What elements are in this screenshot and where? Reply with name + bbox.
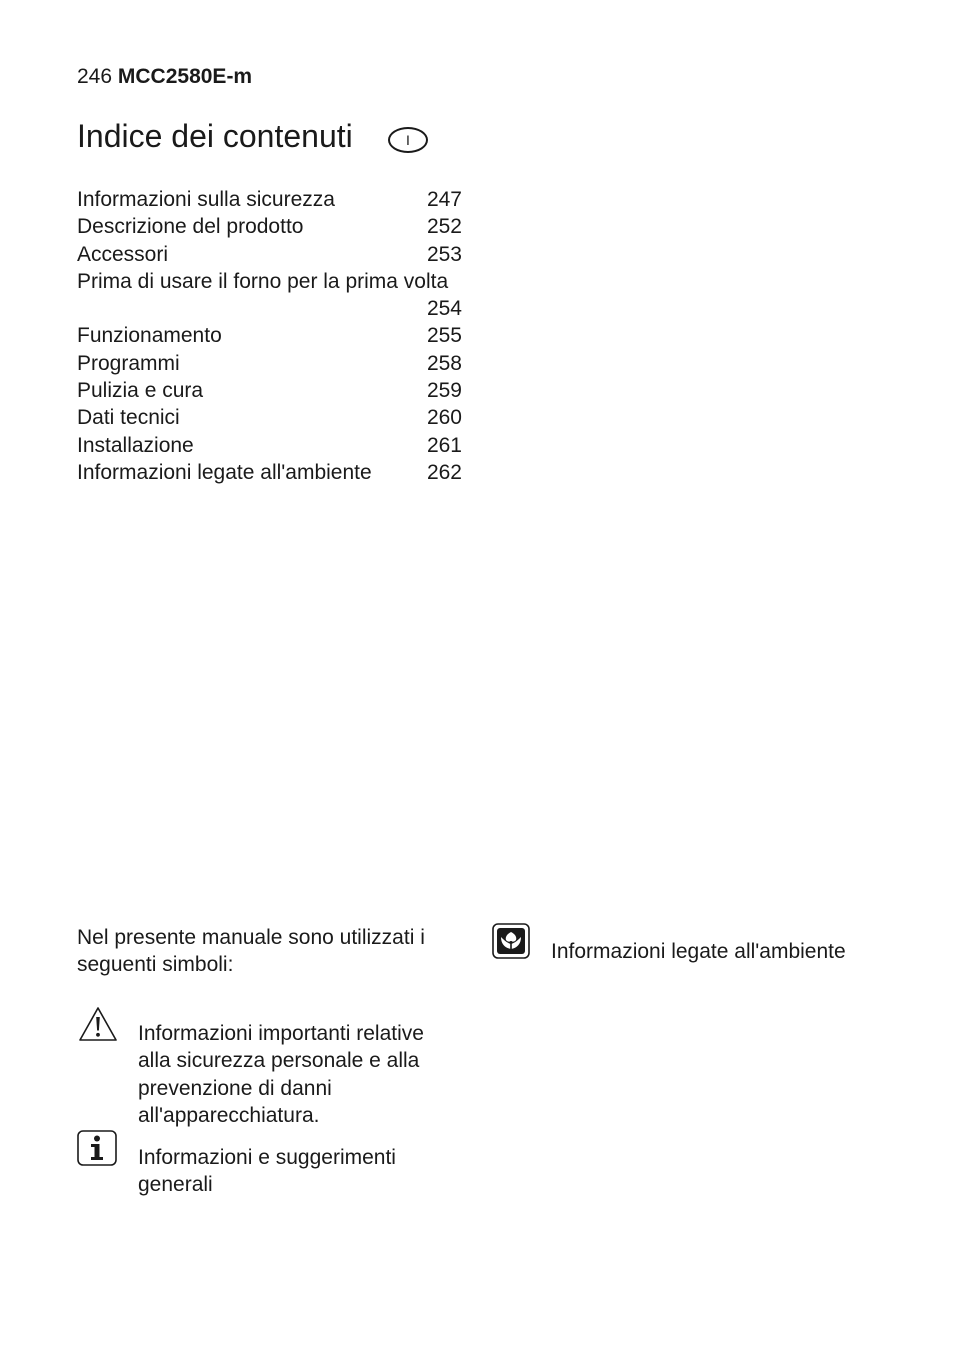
toc-entry[interactable]: [77, 186, 465, 213]
toc-entry[interactable]: [77, 377, 465, 404]
toc-entry[interactable]: [77, 459, 465, 486]
model-name: MCC2580E-m: [117, 65, 253, 88]
toc-entry-page: 254: [426, 297, 462, 321]
toc-entry-label: Accessori: [77, 242, 169, 266]
toc-entry-page: 252: [426, 215, 462, 239]
toc-entry-page: 258: [426, 351, 462, 375]
toc-entry[interactable]: [77, 350, 465, 377]
symbol-warning: [77, 1005, 424, 1127]
toc-entry-page: 262: [426, 460, 462, 484]
page-header: [77, 64, 252, 90]
toc-entry[interactable]: [77, 241, 465, 268]
toc-entry[interactable]: [77, 268, 465, 323]
symbols-intro: Nel presente manuale sono utilizzati i seguenti simboli:: [77, 926, 425, 977]
toc-entry-page: 247: [426, 188, 462, 211]
info-icon: [77, 1130, 117, 1166]
language-badge: I: [388, 127, 428, 153]
page-number: 246: [77, 65, 113, 88]
symbol-warning-text: Informazioni importanti relative alla sicurezza personale e alla prevenzione di danni all'apparecchiatura.: [138, 1022, 424, 1127]
toc-entry[interactable]: [77, 404, 465, 431]
toc-entry[interactable]: [77, 213, 465, 240]
warning-triangle-icon: [77, 1005, 119, 1043]
symbol-environment-text: Informazioni legate all'ambiente: [551, 940, 846, 963]
symbol-environment: [492, 923, 846, 963]
environment-flower-icon: [492, 923, 530, 959]
symbol-info: [77, 1130, 396, 1197]
symbol-info-text: Informazioni e suggerimenti generali: [138, 1146, 396, 1197]
toc-entry-label: Informazioni legate all'ambiente: [77, 460, 372, 484]
page-title: Indice dei contenuti: [77, 118, 353, 154]
toc-entry-label: Funzionamento: [77, 324, 222, 348]
toc-entry-page: 260: [426, 406, 462, 430]
table-of-contents: [77, 186, 465, 486]
toc-entry-label: Installazione: [77, 433, 194, 457]
toc-entry[interactable]: [77, 322, 465, 349]
toc-entry-page: 253: [426, 242, 462, 266]
toc-entry-label: Prima di usare il forno per la prima volta: [77, 269, 449, 293]
toc-entry-page: 261: [426, 433, 462, 457]
toc-entry[interactable]: [77, 432, 465, 459]
toc-entry-label: Informazioni sulla sicurezza: [77, 188, 335, 211]
toc-entry-label: Pulizia e cura: [77, 379, 204, 403]
toc-entry-page: 259: [426, 379, 462, 403]
toc-entry-label: Programmi: [77, 351, 180, 375]
toc-entry-label: Dati tecnici: [77, 406, 180, 430]
toc-entry-label: Descrizione del prodotto: [77, 215, 304, 239]
toc-entry-page: 255: [426, 324, 462, 348]
